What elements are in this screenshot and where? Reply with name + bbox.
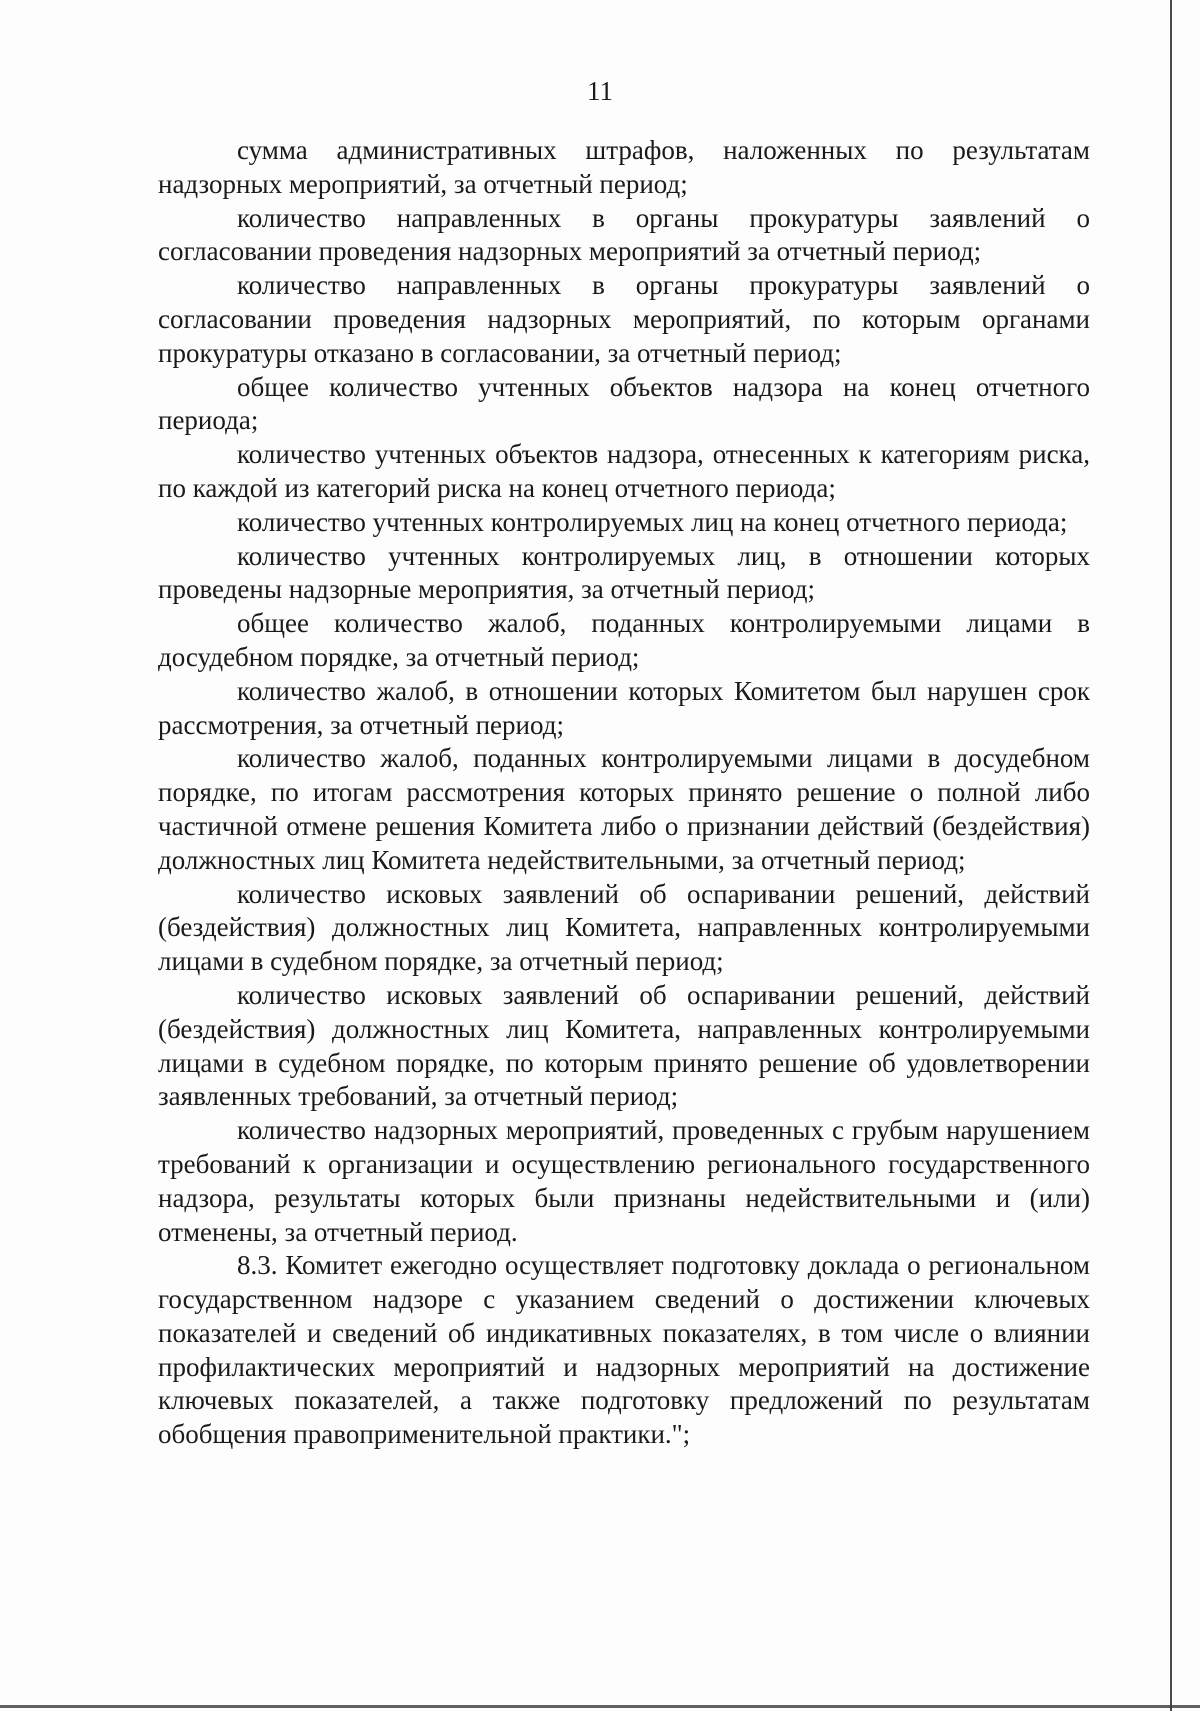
paragraph: количество жалоб, поданных контролируемыми лицами в досудебном порядке, по итогам рассмотрения которых принято решение о полной либо частичной отмене решения Комитета либо о признании действий (бездействия) должностных лиц Комитета недействительными, за отчетный период; [158, 743, 1090, 875]
paragraph: общее количество учтенных объектов надзора на конец отчетного периода; [158, 371, 1090, 436]
scan-edge-right [1170, 0, 1172, 1711]
paragraph: количество учтенных объектов надзора, отнесенных к категориям риска, по каждой из категорий риска на конец отчетного периода; [158, 439, 1090, 503]
paragraph: количество исковых заявлений об оспаривании решений, действий (бездействия) должностных лиц Комитета, направленных контролируемыми лицами в судебном порядке, по которым принято решение об удовлетворении заявленных требований, за отчетный период; [158, 979, 1090, 1112]
paragraph: количество учтенных контролируемых лиц, в отношении которых проведены надзорные мероприятия, за отчетный период; [158, 540, 1090, 605]
paragraph: количество направленных в органы прокуратуры заявлений о согласовании проведения надзорных мероприятий за отчетный период; [158, 202, 1090, 267]
paragraph: общее количество жалоб, поданных контролируемыми лицами в досудебном порядке, за отчетный период; [158, 608, 1090, 672]
paragraph: количество учтенных контролируемых лиц на конец отчетного периода; [237, 506, 1068, 537]
scan-edge-bottom [0, 1705, 1200, 1708]
paragraph: количество исковых заявлений об оспаривании решений, действий (бездействия) должностных лиц Комитета, направленных контролируемыми лицами в судебном порядке, за отчетный период; [158, 878, 1090, 977]
paragraph: количество направленных в органы прокуратуры заявлений о согласовании проведения надзорных мероприятий, по которым органами прокуратуры отказано в согласовании, за отчетный период; [158, 270, 1090, 368]
document-body [158, 134, 1090, 1452]
paragraph: количество надзорных мероприятий, проведенных с грубым нарушением требований к организации и осуществлению регионального государственного надзора, результаты которых были признаны недействительными и (или) отменены, за отчетный период. [158, 1115, 1090, 1247]
paragraph-section-8-3: 8.3. Комитет ежегодно осуществляет подготовку доклада о региональном государственном надзоре с указанием сведений о достижении ключевых показателей и сведений об индикативных показателях, в том числе о влиянии профилактических мероприятий и надзорных мероприятий на достижение ключевых показателей, а также подготовку предложений по результатам обобщения правоприменительной практики."; [158, 1250, 1090, 1450]
page-number: 11 [587, 76, 613, 106]
paragraph: количество жалоб, в отношении которых Комитетом был нарушен срок рассмотрения, за отчетный период; [158, 675, 1090, 740]
paragraph: сумма административных штрафов, наложенных по результатам надзорных мероприятий, за отчетный период; [158, 135, 1090, 199]
